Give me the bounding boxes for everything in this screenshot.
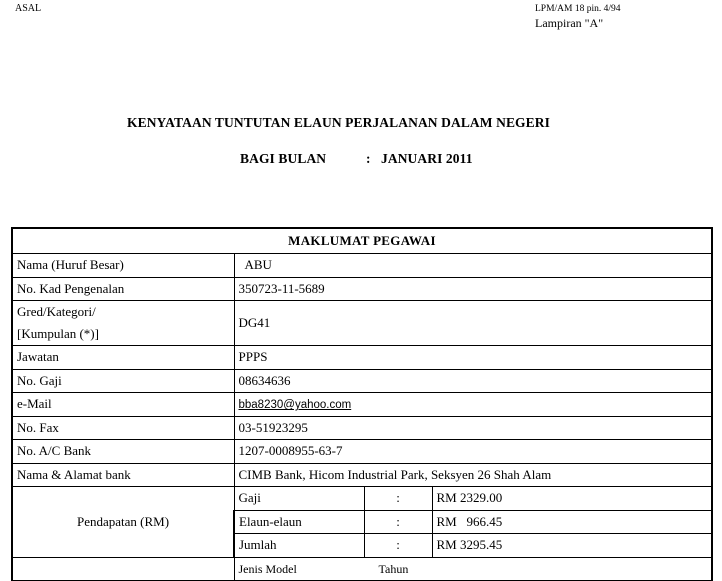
table-row [12,393,712,417]
partial-row-label [12,557,234,581]
fax-label: No. Fax [12,416,234,440]
email-link[interactable]: bba8230@yahoo.com [238,399,352,412]
bank-account-label: No. A/C Bank [12,440,234,464]
vehicle-model-text: Jenis Model [238,562,297,577]
bank-account-value[interactable]: 1207-0008955-63-7 [234,440,712,464]
table-row [12,440,712,464]
section-header-row [12,228,712,254]
attachment-label: Lampiran "A" [535,16,604,30]
period-label: BAGI BULAN [240,151,327,166]
income-item-amount[interactable]: RM 3295.45 [432,534,712,558]
table-row [12,416,712,440]
income-row [12,487,712,511]
employee-info-table [11,227,713,581]
period-value: JANUARI 2011 [381,151,473,166]
income-item-separator: : [364,510,432,534]
grade-label [12,301,234,346]
income-item-amount[interactable]: RM 966.45 [432,510,712,534]
income-item-separator: : [364,534,432,558]
reference-code: LPM/AM 18 pin. 4/94 [535,4,621,14]
position-label: Jawatan [12,346,234,370]
table-row [12,277,712,301]
grade-value[interactable]: DG41 [234,301,712,346]
period-separator: : [366,151,371,166]
partial-row [12,557,712,581]
table-row [12,254,712,278]
table-row [12,369,712,393]
grade-label-line-2: [Kumpulan (*)] [17,326,99,341]
salary-number-label: No. Gaji [12,369,234,393]
table-row [12,463,712,487]
position-value[interactable]: PPPS [234,346,712,370]
salary-number-value[interactable]: 08634636 [234,369,712,393]
name-label: Nama (Huruf Besar) [12,254,234,278]
origin-label: ASAL [15,3,42,14]
grade-label-line-1: Gred/Kategori/ [17,304,96,319]
table-row [12,346,712,370]
income-item-separator: : [364,487,432,511]
income-item-name: Jumlah [234,534,364,558]
bank-address-label: Nama & Alamat bank [12,463,234,487]
income-item-name: Gaji [234,487,364,511]
vehicle-year-text: Tahun [378,562,409,577]
table-row [12,301,712,346]
document-title: KENYATAAN TUNTUTAN ELAUN PERJALANAN DALAM NEGERI [127,115,550,130]
ic-number-value[interactable]: 350723-11-5689 [234,277,712,301]
name-value[interactable]: ABU [234,254,712,278]
ic-number-label: No. Kad Pengenalan [12,277,234,301]
partial-row-cell [234,557,712,581]
fax-value[interactable]: 03-51923295 [234,416,712,440]
income-item-amount[interactable]: RM 2329.00 [432,487,712,511]
income-label: Pendapatan (RM) [12,487,234,558]
bank-address-value[interactable]: CIMB Bank, Hicom Industrial Park, Seksyen 26 Shah Alam [234,463,712,487]
email-label: e-Mail [12,393,234,417]
income-item-name: Elaun-elaun [234,510,364,534]
email-cell [234,393,712,417]
section-title: MAKLUMAT PEGAWAI [12,228,712,254]
